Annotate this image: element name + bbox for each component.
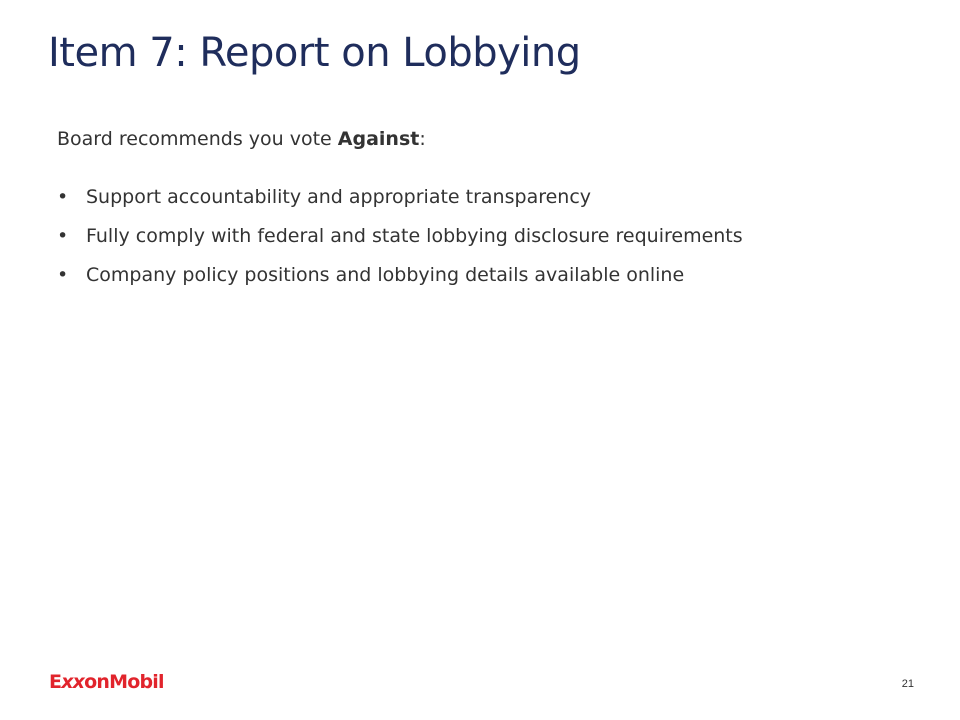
logo-letter-e: E (49, 671, 62, 693)
exxonmobil-logo (49, 671, 164, 695)
slide-title: Item 7: Report on Lobbying (48, 30, 581, 76)
bullet-icon: • (57, 264, 69, 286)
recommendation-colon: : (419, 128, 426, 150)
recommendation-text: Board recommends you vote (57, 128, 338, 150)
logo-interlocking-x: xx (61, 671, 85, 693)
bullet-icon: • (57, 186, 69, 208)
vote-recommendation (57, 128, 426, 150)
recommendation-emphasis: Against (337, 128, 420, 150)
page-number: 21 (901, 678, 914, 690)
bullet-icon: • (57, 225, 69, 247)
bullet-text: Support accountability and appropriate transparency (86, 186, 592, 208)
logo-text-onmobil: onMobil (84, 671, 164, 693)
bullet-text: Company policy positions and lobbying details available online (86, 264, 685, 286)
bullet-text: Fully comply with federal and state lobbying disclosure requirements (86, 225, 743, 247)
